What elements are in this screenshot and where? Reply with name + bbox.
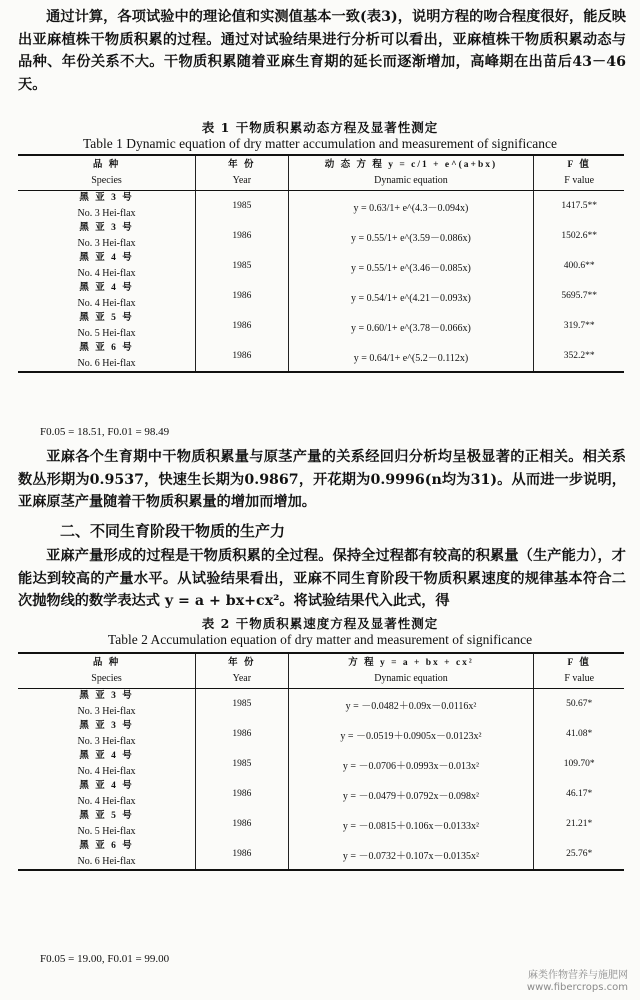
year-cell: 1986 — [196, 281, 289, 311]
table1-caption-zh: 表 1 干物质积累动态方程及显著性测定 — [201, 120, 439, 135]
t1-header-f-zh: F 值 — [567, 160, 591, 170]
table-row — [18, 719, 624, 749]
t2-header-eq-en: Dynamic equation — [374, 673, 448, 684]
species-zh: 黑 亚 5 号 — [79, 313, 134, 323]
year-cell: 1985 — [196, 749, 289, 779]
equation-cell: y = －0.0706＋0.0993x－0.013x² — [288, 749, 534, 779]
species-en: No. 4 Hei-flax — [77, 298, 136, 309]
f-value-cell: 25.76* — [534, 839, 624, 870]
species-zh: 黑 亚 6 号 — [79, 841, 134, 851]
table-row — [18, 251, 624, 281]
table1-note: F0.05 = 18.51, F0.01 = 98.49 — [40, 426, 170, 438]
species-zh: 黑 亚 4 号 — [79, 751, 134, 761]
equation-cell: y = －0.0482＋0.09x－0.0116x² — [288, 689, 534, 720]
species-zh: 黑 亚 3 号 — [79, 691, 134, 701]
table-row — [18, 311, 624, 341]
year-cell: 1985 — [196, 689, 289, 720]
species-en: No. 4 Hei-flax — [77, 268, 136, 279]
species-zh: 黑 亚 3 号 — [79, 721, 134, 731]
table-row — [18, 839, 624, 870]
species-en: No. 3 Hei-flax — [77, 706, 136, 717]
species-en: No. 4 Hei-flax — [77, 796, 136, 807]
table2-caption-en: Table 2 Accumulation equation of dry matter and measurement of significance — [107, 632, 533, 647]
year-cell: 1985 — [196, 191, 289, 222]
t2-header-f-zh: F 值 — [567, 658, 591, 668]
f-value-cell: 400.6** — [534, 251, 624, 281]
t1-header-f-en: F value — [564, 175, 595, 186]
equation-cell: y = 0.63/1+ e^(4.3－0.094x) — [288, 191, 534, 222]
section-heading: 二、不同生育阶段干物质的生产力 — [60, 522, 286, 540]
t1-header-year-zh: 年 份 — [228, 160, 256, 170]
table-row — [18, 809, 624, 839]
table1-caption-en: Table 1 Dynamic equation of dry matter accumulation and measurement of significance — [82, 136, 557, 151]
species-en: No. 6 Hei-flax — [77, 856, 136, 867]
species-zh: 黑 亚 3 号 — [79, 223, 134, 233]
species-en: No. 6 Hei-flax — [77, 358, 136, 369]
f-value-cell: 1417.5** — [534, 191, 624, 222]
species-zh: 黑 亚 3 号 — [79, 193, 134, 203]
watermark-zh: 麻类作物营养与施肥网 — [528, 970, 628, 981]
species-zh: 黑 亚 5 号 — [79, 811, 134, 821]
year-cell: 1985 — [196, 251, 289, 281]
table2-caption-zh: 表 2 干物质积累速度方程及显著性测定 — [201, 616, 439, 631]
equation-cell: y = －0.0479＋0.0792x－0.098x² — [288, 779, 534, 809]
year-cell: 1986 — [196, 221, 289, 251]
species-zh: 黑 亚 6 号 — [79, 343, 134, 353]
equation-cell: y = －0.0815＋0.106x－0.0133x² — [288, 809, 534, 839]
equation-cell: y = 0.55/1+ e^(3.46－0.085x) — [288, 251, 534, 281]
paragraph-productivity: 亚麻产量形成的过程是干物质积累的全过程。保持全过程都有较高的积累量（生产能力），才能达到较高的产量水平。从试验结果看出，亚麻不同生育阶段干物质积累速度的规律基本符合二次抛物线的数学表达式 y = a + bx+cx²。将试验结果代入此式，得 — [18, 548, 626, 609]
table-row — [18, 221, 624, 251]
equation-cell: y = －0.0519＋0.0905x－0.0123x² — [288, 719, 534, 749]
f-value-cell: 109.70* — [534, 749, 624, 779]
t1-header-eq-en: Dynamic equation — [374, 175, 448, 186]
species-en: No. 5 Hei-flax — [77, 328, 136, 339]
f-value-cell: 46.17* — [534, 779, 624, 809]
f-value-cell: 41.08* — [534, 719, 624, 749]
t2-header-year-en: Year — [232, 673, 252, 684]
equation-cell: y = 0.55/1+ e^(3.59－0.086x) — [288, 221, 534, 251]
equation-cell: y = 0.54/1+ e^(4.21－0.093x) — [288, 281, 534, 311]
species-zh: 黑 亚 4 号 — [79, 283, 134, 293]
species-en: No. 4 Hei-flax — [77, 766, 136, 777]
table1 — [18, 154, 624, 373]
t1-header-species-en: Species — [91, 175, 122, 186]
t2-header-species-en: Species — [91, 673, 122, 684]
t2-header-species-zh: 品 种 — [92, 658, 121, 668]
table2-note: F0.05 = 19.00, F0.01 = 99.00 — [40, 953, 170, 965]
species-zh: 黑 亚 4 号 — [79, 253, 134, 263]
t2-header-eq-zh: 方 程 y = a + bx + cx² — [348, 658, 474, 668]
table-row — [18, 191, 624, 222]
f-value-cell: 352.2** — [534, 341, 624, 372]
f-value-cell: 5695.7** — [534, 281, 624, 311]
equation-cell: y = 0.60/1+ e^(3.78－0.066x) — [288, 311, 534, 341]
table-row — [18, 689, 624, 720]
year-cell: 1986 — [196, 779, 289, 809]
species-en: No. 3 Hei-flax — [77, 238, 136, 249]
t1-header-year-en: Year — [232, 175, 252, 186]
f-value-cell: 319.7** — [534, 311, 624, 341]
year-cell: 1986 — [196, 341, 289, 372]
table-row — [18, 779, 624, 809]
equation-cell: y = －0.0732＋0.107x－0.0135x² — [288, 839, 534, 870]
watermark — [527, 970, 628, 994]
species-zh: 黑 亚 4 号 — [79, 781, 134, 791]
f-value-cell: 50.67* — [534, 689, 624, 720]
t1-header-species-zh: 品 种 — [92, 160, 121, 170]
year-cell: 1986 — [196, 809, 289, 839]
year-cell: 1986 — [196, 311, 289, 341]
f-value-cell: 1502.6** — [534, 221, 624, 251]
year-cell: 1986 — [196, 719, 289, 749]
watermark-en: www.fibercrops.com — [526, 982, 628, 993]
t2-header-year-zh: 年 份 — [228, 658, 256, 668]
table-row — [18, 749, 624, 779]
table-row — [18, 341, 624, 372]
paragraph-correlation: 亚麻各个生育期中干物质积累量与原茎产量的关系经回归分析均呈极显著的正相关。相关系数丛形期为0.9537，快速生长期为0.9867，开花期为0.9996(n均为31)。从而进一步说明，亚麻原茎产量随着干物质积累量的增加而增加。 — [18, 449, 626, 510]
species-en: No. 3 Hei-flax — [77, 736, 136, 747]
equation-cell: y = 0.64/1+ e^(5.2－0.112x) — [288, 341, 534, 372]
species-en: No. 3 Hei-flax — [77, 208, 136, 219]
year-cell: 1986 — [196, 839, 289, 870]
table-row — [18, 281, 624, 311]
t1-header-eq-zh: 动 态 方 程 y = c/1 + e^(a+bx) — [324, 160, 498, 170]
paragraph-intro: 通过计算，各项试验中的理论值和实测值基本一致(表3)，说明方程的吻合程度很好，能反映出亚麻植株干物质积累的过程。通过对试验结果进行分析可以看出，亚麻植株干物质积累动态与品种、年份关系不大。干物质积累随着亚麻生育期的延长而逐渐增加，高峰期在出苗后43－46天。 — [18, 9, 626, 93]
table2 — [18, 652, 624, 871]
t2-header-f-en: F value — [564, 673, 595, 684]
species-en: No. 5 Hei-flax — [77, 826, 136, 837]
f-value-cell: 21.21* — [534, 809, 624, 839]
